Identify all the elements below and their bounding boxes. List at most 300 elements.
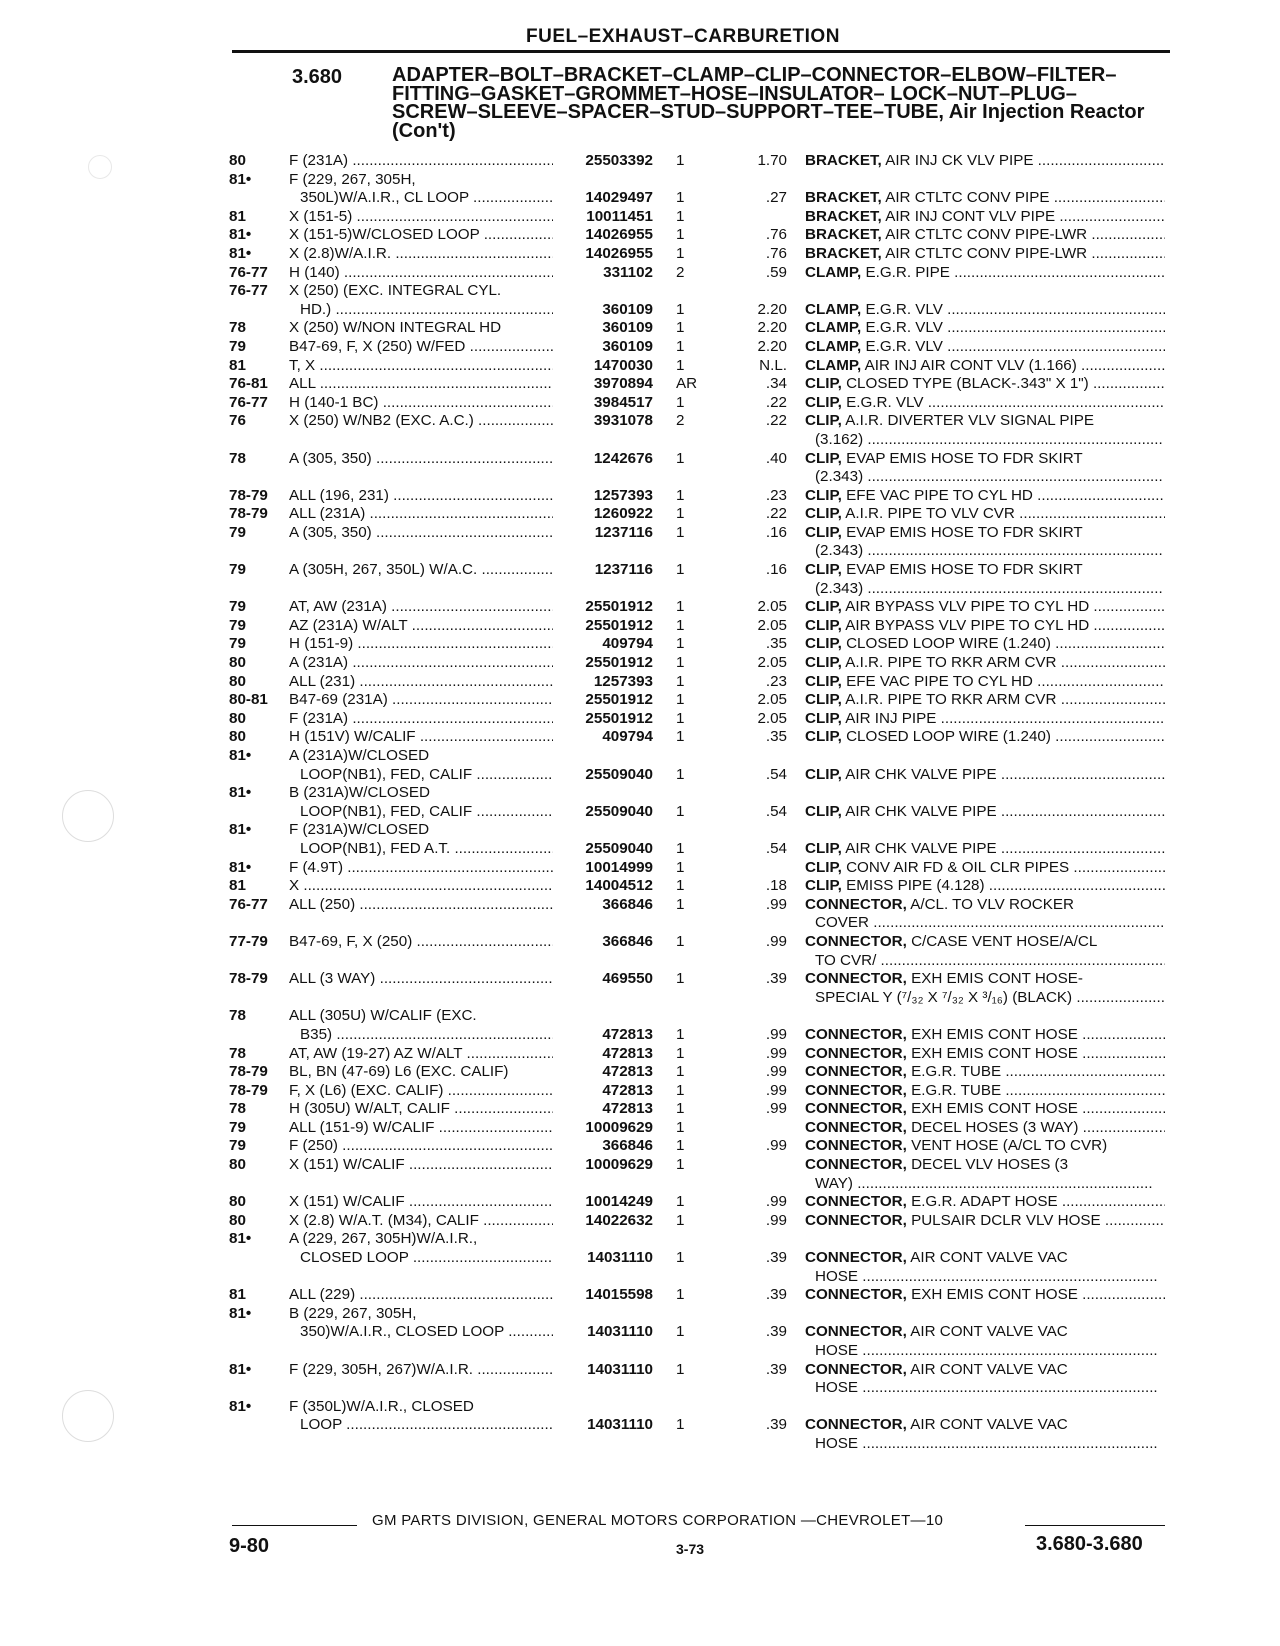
table-row bbox=[0, 728, 1280, 747]
model-year: 81• bbox=[229, 1397, 252, 1415]
table-row bbox=[0, 1137, 1280, 1156]
quantity: 1 bbox=[676, 802, 685, 820]
model-year: 76 bbox=[229, 412, 246, 430]
table-row bbox=[0, 970, 1280, 1007]
table-row bbox=[0, 561, 1280, 598]
price: .99 bbox=[765, 1063, 787, 1081]
part-description bbox=[805, 673, 1165, 692]
part-detail: AIR CHK VALVE PIPE bbox=[845, 802, 997, 820]
part-name: CONNECTOR, bbox=[805, 1063, 907, 1081]
quantity: 1 bbox=[676, 709, 685, 727]
part-name: BRACKET, bbox=[805, 189, 882, 207]
part-number: 472813 bbox=[602, 1081, 653, 1099]
part-name: CONNECTOR, bbox=[805, 1193, 907, 1211]
quantity: 1 bbox=[676, 1211, 685, 1229]
quantity: 1 bbox=[676, 337, 685, 355]
part-name: CONNECTOR, bbox=[805, 1360, 907, 1378]
part-description bbox=[805, 598, 1165, 617]
quantity: 1 bbox=[676, 1063, 685, 1081]
price: .99 bbox=[765, 1137, 787, 1155]
part-detail: A.I.R. PIPE TO RKR ARM CVR bbox=[845, 654, 1057, 672]
table-row bbox=[0, 375, 1280, 394]
part-detail: EVAP EMIS HOSE TO FDR SKIRT bbox=[846, 523, 1083, 541]
part-description bbox=[805, 728, 1165, 747]
part-description-continued: TO CVR/ ..... bbox=[815, 952, 1165, 971]
model-year: 81• bbox=[229, 858, 252, 876]
model-year: 78-79 bbox=[229, 505, 268, 523]
quantity: 1 bbox=[676, 226, 685, 244]
part-description bbox=[805, 394, 1165, 413]
model-year: 81• bbox=[229, 1304, 252, 1322]
part-name: CLIP, bbox=[805, 802, 842, 820]
part-description bbox=[805, 840, 1165, 859]
model-application: B47-69 (231A) ..... bbox=[289, 691, 553, 710]
part-number: 360109 bbox=[602, 319, 653, 337]
table-row bbox=[0, 803, 1280, 822]
part-description bbox=[805, 1082, 1165, 1101]
part-name: CLAMP, bbox=[805, 300, 862, 318]
part-number: 10009629 bbox=[585, 1118, 653, 1136]
footer-rule-right bbox=[1025, 1525, 1165, 1526]
price: .22 bbox=[765, 393, 787, 411]
part-detail: E.G.R. TUBE bbox=[911, 1063, 1002, 1081]
model-year: 80-81 bbox=[229, 691, 268, 709]
model-application: ALL ..... bbox=[289, 375, 553, 394]
part-name: CONNECTOR, bbox=[805, 1211, 907, 1229]
table-row bbox=[0, 412, 1280, 449]
part-description-continued: COVER ..... bbox=[815, 914, 1165, 933]
part-detail: EXH EMIS CONT HOSE bbox=[911, 1025, 1078, 1043]
part-detail: CONV AIR FD & OIL CLR PIPES bbox=[846, 858, 1070, 876]
part-number: 472813 bbox=[602, 1044, 653, 1062]
table-row bbox=[0, 301, 1280, 320]
model-year: 80 bbox=[229, 152, 246, 169]
quantity: 1 bbox=[676, 1081, 685, 1099]
part-number: 10014249 bbox=[585, 1193, 653, 1211]
price: .40 bbox=[765, 449, 787, 467]
part-detail: A.I.R. DIVERTER VLV SIGNAL PIPE bbox=[845, 412, 1094, 430]
model-application: F, X (L6) (EXC. CALIF) ..... bbox=[289, 1082, 553, 1101]
part-description bbox=[805, 691, 1165, 710]
part-name: CLIP, bbox=[805, 393, 842, 411]
price: .16 bbox=[765, 561, 787, 579]
part-name: CONNECTOR, bbox=[805, 1323, 907, 1341]
part-number: 1237116 bbox=[594, 523, 653, 541]
table-row bbox=[0, 524, 1280, 561]
model-application: B47-69, F, X (250) W/FED ..... bbox=[289, 338, 553, 357]
model-application: H (140-1 BC) ..... bbox=[289, 394, 553, 413]
model-application: ALL (231A) ..... bbox=[289, 505, 553, 524]
part-name: CLIP, bbox=[805, 561, 842, 579]
part-description bbox=[805, 1286, 1165, 1305]
model-year: 79 bbox=[229, 635, 246, 653]
part-description-continued: (2.343) ..... bbox=[815, 580, 1165, 599]
part-description bbox=[805, 1249, 1165, 1268]
model-application: F (350L)W/A.I.R., CLOSED bbox=[289, 1397, 474, 1415]
model-application: ALL (229) ..... bbox=[289, 1286, 553, 1305]
table-row bbox=[0, 1416, 1280, 1453]
model-application: ALL (305U) W/CALIF (EXC. bbox=[289, 1007, 477, 1025]
table-row bbox=[0, 189, 1280, 208]
price: 2.05 bbox=[757, 654, 787, 672]
part-detail: AIR CHK VALVE PIPE bbox=[845, 839, 997, 857]
part-description bbox=[805, 338, 1165, 357]
part-name: CLIP, bbox=[805, 654, 842, 672]
part-number: 1257393 bbox=[593, 486, 653, 504]
part-name: CLIP, bbox=[805, 616, 842, 634]
part-detail: E.G.R. VLV bbox=[865, 300, 943, 318]
part-number: 14022632 bbox=[585, 1211, 653, 1229]
table-row bbox=[0, 859, 1280, 878]
model-year: 81• bbox=[229, 784, 252, 802]
quantity: 1 bbox=[676, 1118, 685, 1136]
quantity: 1 bbox=[676, 244, 685, 262]
part-number: 14031110 bbox=[587, 1249, 653, 1267]
part-name: CLIP, bbox=[805, 672, 842, 690]
part-detail: A/CL. TO VLV ROCKER bbox=[910, 895, 1074, 913]
table-row bbox=[0, 1323, 1280, 1360]
part-description bbox=[805, 264, 1165, 283]
part-detail: E.G.R. VLV bbox=[865, 337, 943, 355]
model-year: 78-79 bbox=[229, 1081, 268, 1099]
quantity: 1 bbox=[676, 1137, 685, 1155]
part-description-continued: HOSE ..... bbox=[815, 1379, 1165, 1398]
model-application: X ..... bbox=[289, 877, 553, 896]
quantity: 1 bbox=[676, 207, 685, 225]
model-year: 80 bbox=[229, 1193, 246, 1211]
part-number: 1237116 bbox=[594, 561, 653, 579]
part-name: CLIP, bbox=[805, 412, 842, 430]
part-number: 1257393 bbox=[593, 672, 653, 690]
price: 2.05 bbox=[757, 616, 787, 634]
part-description bbox=[805, 152, 1165, 171]
part-number: 14029497 bbox=[585, 189, 653, 207]
quantity: 1 bbox=[676, 858, 685, 876]
part-name: CONNECTOR, bbox=[805, 1249, 907, 1267]
part-name: CONNECTOR, bbox=[805, 1137, 907, 1155]
quantity: 1 bbox=[676, 393, 685, 411]
table-row bbox=[0, 933, 1280, 970]
table-row bbox=[0, 450, 1280, 487]
part-name: CLIP, bbox=[805, 839, 842, 857]
part-number: 472813 bbox=[602, 1100, 653, 1118]
model-year: 78 bbox=[229, 1007, 246, 1025]
price: .34 bbox=[765, 375, 787, 393]
model-year: 79 bbox=[229, 1137, 246, 1155]
table-row bbox=[0, 1249, 1280, 1286]
price: .22 bbox=[765, 505, 787, 523]
part-detail: C/CASE VENT HOSE/A/CL bbox=[911, 932, 1098, 950]
part-detail: AIR BYPASS VLV PIPE TO CYL HD bbox=[845, 598, 1090, 616]
part-name: CLIP, bbox=[805, 765, 842, 783]
table-row bbox=[0, 1305, 1280, 1324]
quantity: 1 bbox=[676, 152, 685, 169]
part-description bbox=[805, 617, 1165, 636]
model-application: X (151-5) ..... bbox=[289, 208, 553, 227]
part-detail: AIR CONT VALVE VAC bbox=[910, 1323, 1068, 1341]
price: .54 bbox=[765, 765, 787, 783]
part-name: CONNECTOR, bbox=[805, 1118, 907, 1136]
price: 2.20 bbox=[757, 300, 787, 318]
quantity: 1 bbox=[676, 598, 685, 616]
part-description-continued: (3.162) ..... bbox=[815, 431, 1165, 450]
part-detail: EVAP EMIS HOSE TO FDR SKIRT bbox=[846, 449, 1083, 467]
table-row bbox=[0, 487, 1280, 506]
part-description-continued: WAY) ..... bbox=[815, 1175, 1165, 1194]
part-description bbox=[805, 1119, 1165, 1138]
part-description bbox=[805, 1045, 1165, 1064]
table-row bbox=[0, 1398, 1280, 1417]
quantity: 1 bbox=[676, 1044, 685, 1062]
part-number: 3931078 bbox=[593, 412, 653, 430]
price: 2.05 bbox=[757, 709, 787, 727]
part-description bbox=[805, 859, 1165, 878]
table-row bbox=[0, 710, 1280, 729]
quantity: 1 bbox=[676, 1025, 685, 1043]
footer-date: 9-80 bbox=[229, 1535, 270, 1557]
quantity: 1 bbox=[676, 1286, 685, 1304]
part-name: BRACKET, bbox=[805, 244, 882, 262]
table-row bbox=[0, 821, 1280, 840]
part-number: 409794 bbox=[602, 728, 653, 746]
model-year: 81• bbox=[229, 1360, 252, 1378]
model-year: 80 bbox=[229, 709, 246, 727]
model-year: 80 bbox=[229, 1156, 246, 1174]
part-number: 472813 bbox=[602, 1025, 653, 1043]
table-row bbox=[0, 1212, 1280, 1231]
model-application: AT, AW (231A) ..... bbox=[289, 598, 553, 617]
quantity: 1 bbox=[676, 1416, 685, 1434]
part-name: CLIP, bbox=[805, 709, 842, 727]
part-name: CONNECTOR, bbox=[805, 895, 907, 913]
model-application: A (229, 267, 305H)W/A.I.R., bbox=[289, 1230, 478, 1248]
part-name: CLAMP, bbox=[805, 263, 862, 281]
model-year: 78 bbox=[229, 1100, 246, 1118]
part-name: CONNECTOR, bbox=[805, 1100, 907, 1118]
part-number: 25501912 bbox=[585, 654, 653, 672]
model-application: X (250) W/NON INTEGRAL HD bbox=[289, 319, 502, 337]
part-number: 366846 bbox=[602, 932, 653, 950]
part-detail: CLOSED LOOP WIRE (1.240) bbox=[846, 728, 1051, 746]
model-application: ALL (196, 231) ..... bbox=[289, 487, 553, 506]
model-year: 76-77 bbox=[229, 282, 268, 300]
price: 1.70 bbox=[757, 152, 787, 169]
model-year: 79 bbox=[229, 598, 246, 616]
part-number: 331102 bbox=[603, 263, 653, 281]
model-application: LOOP(NB1), FED A.T. ..... bbox=[300, 840, 553, 859]
page-header-title: FUEL–EXHAUST–CARBURETION bbox=[526, 26, 840, 47]
model-application: F (231A)W/CLOSED bbox=[289, 821, 430, 839]
part-number: 10014999 bbox=[585, 858, 653, 876]
part-description bbox=[805, 933, 1165, 952]
part-number: 3970894 bbox=[593, 375, 653, 393]
model-year: 79 bbox=[229, 523, 246, 541]
price: .99 bbox=[765, 1100, 787, 1118]
quantity: 1 bbox=[676, 635, 685, 653]
model-application: H (151-9) ..... bbox=[289, 635, 553, 654]
part-name: CLIP, bbox=[805, 486, 842, 504]
part-name: BRACKET, bbox=[805, 207, 882, 225]
model-year: 80 bbox=[229, 672, 246, 690]
price: .76 bbox=[765, 226, 787, 244]
part-detail: EFE VAC PIPE TO CYL HD bbox=[846, 672, 1033, 690]
part-description bbox=[805, 245, 1165, 264]
part-detail: EFE VAC PIPE TO CYL HD bbox=[846, 486, 1033, 504]
part-description bbox=[805, 450, 1165, 469]
part-number: 366846 bbox=[602, 1137, 653, 1155]
part-description bbox=[805, 301, 1165, 320]
part-detail: CLOSED TYPE (BLACK-.343" X 1") bbox=[846, 375, 1089, 393]
price: .39 bbox=[765, 1360, 787, 1378]
part-number: 10009629 bbox=[585, 1156, 653, 1174]
quantity: 1 bbox=[676, 616, 685, 634]
part-number: 366846 bbox=[602, 895, 653, 913]
model-year: 80 bbox=[229, 728, 246, 746]
part-number: 14031110 bbox=[587, 1323, 653, 1341]
table-row bbox=[0, 673, 1280, 692]
part-name: CLIP, bbox=[805, 858, 842, 876]
part-number: 360109 bbox=[602, 337, 653, 355]
model-application: H (140) ..... bbox=[289, 264, 553, 283]
part-name: CLIP, bbox=[805, 691, 842, 709]
model-year: 80 bbox=[229, 654, 246, 672]
quantity: 1 bbox=[676, 691, 685, 709]
quantity: 1 bbox=[676, 1360, 685, 1378]
part-detail: A.I.R. PIPE TO VLV CVR bbox=[845, 505, 1015, 523]
part-name: CONNECTOR, bbox=[805, 1156, 907, 1174]
quantity: 1 bbox=[676, 654, 685, 672]
model-year: 81• bbox=[229, 244, 252, 262]
part-number: 469550 bbox=[602, 970, 653, 988]
part-description bbox=[805, 208, 1165, 227]
part-name: CLIP, bbox=[805, 375, 842, 393]
table-row bbox=[0, 245, 1280, 264]
part-number: 14026955 bbox=[585, 244, 653, 262]
price: .18 bbox=[765, 877, 787, 895]
part-number: 25501912 bbox=[585, 691, 653, 709]
part-name: CONNECTOR, bbox=[805, 1286, 907, 1304]
model-year: 81 bbox=[229, 1286, 246, 1304]
table-row bbox=[0, 338, 1280, 357]
model-application: LOOP(NB1), FED, CALIF ..... bbox=[300, 766, 553, 785]
part-detail: E.G.R. VLV bbox=[865, 319, 943, 337]
part-detail: AIR INJ PIPE bbox=[845, 709, 937, 727]
part-name: CLIP, bbox=[805, 449, 842, 467]
part-detail: EVAP EMIS HOSE TO FDR SKIRT bbox=[846, 561, 1083, 579]
table-row bbox=[0, 505, 1280, 524]
quantity: 1 bbox=[676, 356, 685, 374]
part-description-continued: (2.343) ..... bbox=[815, 542, 1165, 561]
part-name: CLIP, bbox=[805, 877, 842, 895]
model-year: 79 bbox=[229, 337, 246, 355]
part-name: CLAMP, bbox=[805, 319, 862, 337]
price: .54 bbox=[765, 802, 787, 820]
table-row bbox=[0, 226, 1280, 245]
part-detail: AIR CTLTC CONV PIPE-LWR bbox=[885, 226, 1088, 244]
part-description bbox=[805, 375, 1165, 394]
part-description bbox=[805, 189, 1165, 208]
quantity: 1 bbox=[676, 561, 685, 579]
part-number: 1470030 bbox=[593, 356, 653, 374]
part-number: 25509040 bbox=[585, 765, 653, 783]
part-description bbox=[805, 1323, 1165, 1342]
part-name: CLAMP, bbox=[805, 337, 862, 355]
model-application: CLOSED LOOP ..... bbox=[300, 1249, 553, 1268]
model-application: A (231A)W/CLOSED bbox=[289, 747, 430, 764]
part-number: 14004512 bbox=[585, 877, 653, 895]
part-number: 10011451 bbox=[586, 207, 653, 225]
model-application: A (231A) ..... bbox=[289, 654, 553, 673]
model-year: 81 bbox=[229, 356, 246, 374]
price: .76 bbox=[765, 244, 787, 262]
table-row bbox=[0, 319, 1280, 338]
quantity: 1 bbox=[676, 1100, 685, 1118]
price: .39 bbox=[765, 1323, 787, 1341]
model-year: 79 bbox=[229, 616, 246, 634]
price: .99 bbox=[765, 1193, 787, 1211]
part-description-continued: HOSE ..... bbox=[815, 1268, 1165, 1287]
model-application: AT, AW (19-27) AZ W/ALT ..... bbox=[289, 1045, 553, 1064]
quantity: 1 bbox=[676, 728, 685, 746]
table-row bbox=[0, 1119, 1280, 1138]
price: 2.05 bbox=[757, 691, 787, 709]
model-application: B (229, 267, 305H, bbox=[289, 1304, 417, 1322]
part-name: CLIP, bbox=[805, 505, 842, 523]
quantity: 1 bbox=[676, 672, 685, 690]
part-description bbox=[805, 1063, 1165, 1082]
table-row bbox=[0, 654, 1280, 673]
quantity: 1 bbox=[676, 932, 685, 950]
model-application: T, X ..... bbox=[289, 357, 553, 376]
model-application: X (250) (EXC. INTEGRAL CYL. bbox=[289, 282, 502, 300]
part-description bbox=[805, 487, 1165, 506]
part-description bbox=[805, 412, 1165, 431]
model-application: H (151V) W/CALIF ..... bbox=[289, 728, 553, 747]
model-application: X (2.8) W/A.T. (M34), CALIF ..... bbox=[289, 1212, 553, 1231]
table-row bbox=[0, 784, 1280, 803]
table-row bbox=[0, 1230, 1280, 1249]
part-detail: CLOSED LOOP WIRE (1.240) bbox=[846, 635, 1051, 653]
quantity: 1 bbox=[676, 505, 685, 523]
part-description bbox=[805, 357, 1165, 376]
part-detail: EXH EMIS CONT HOSE bbox=[911, 1044, 1078, 1062]
part-description bbox=[805, 1156, 1165, 1175]
part-description bbox=[805, 505, 1165, 524]
model-year: 78-79 bbox=[229, 1063, 268, 1081]
model-application: B47-69, F, X (250) ..... bbox=[289, 933, 553, 952]
part-number: 25501912 bbox=[585, 709, 653, 727]
part-detail: AIR CONT VALVE VAC bbox=[910, 1360, 1068, 1378]
quantity: 2 bbox=[676, 263, 685, 281]
model-application: B35) ..... bbox=[300, 1026, 553, 1045]
part-detail: AIR CHK VALVE PIPE bbox=[845, 765, 997, 783]
part-detail: PULSAIR DCLR VLV HOSE bbox=[911, 1211, 1101, 1229]
part-detail: E.G.R. TUBE bbox=[911, 1081, 1002, 1099]
part-name: BRACKET, bbox=[805, 226, 882, 244]
quantity: 1 bbox=[676, 1249, 685, 1267]
model-application: F (231A) ..... bbox=[289, 710, 553, 729]
part-detail: AIR CTLTC CONV PIPE-LWR bbox=[885, 244, 1088, 262]
part-name: BRACKET, bbox=[805, 152, 882, 169]
part-name: CLIP, bbox=[805, 523, 842, 541]
part-detail: EXH EMIS CONT HOSE bbox=[911, 1100, 1078, 1118]
part-description bbox=[805, 524, 1165, 543]
table-row bbox=[0, 840, 1280, 859]
table-row bbox=[0, 1045, 1280, 1064]
price: .35 bbox=[765, 728, 787, 746]
quantity: 1 bbox=[676, 486, 685, 504]
model-application: ALL (231) ..... bbox=[289, 673, 553, 692]
